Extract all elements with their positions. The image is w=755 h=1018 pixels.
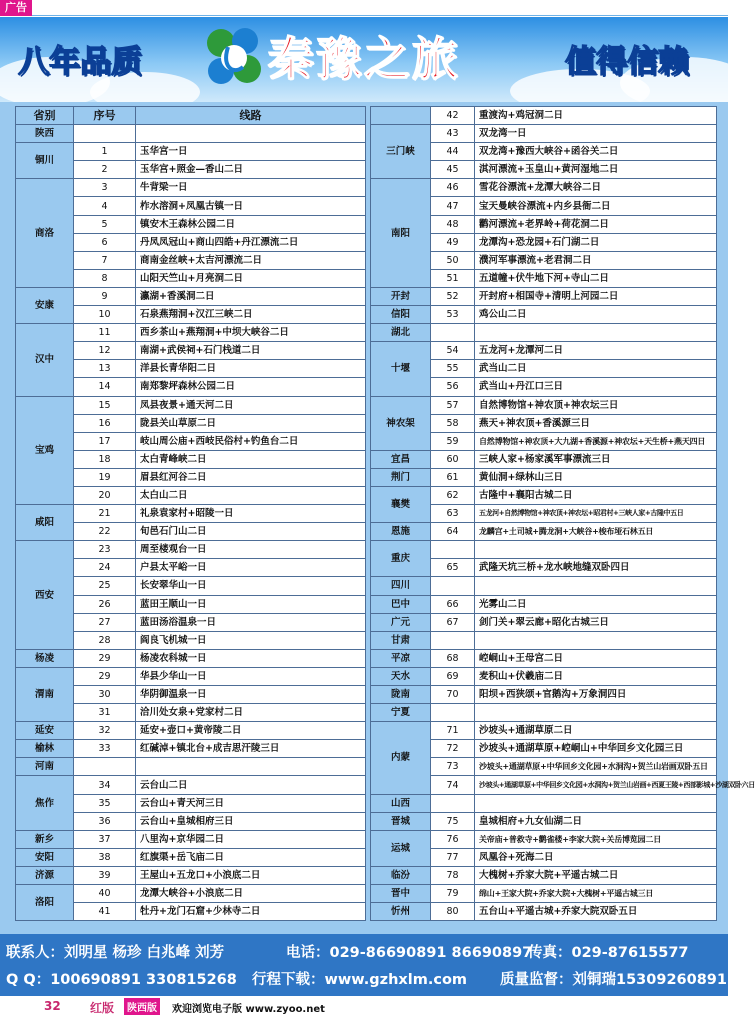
route-number: 78 <box>431 866 475 884</box>
right-slogan: 值得信赖 <box>565 44 689 80</box>
city-label: 三门峡 <box>371 125 431 179</box>
city-label: 汉中 <box>16 324 74 396</box>
city-label: 洛阳 <box>16 885 74 921</box>
route-name: 八里沟+京华园二日 <box>136 830 366 848</box>
route-row <box>371 486 717 504</box>
edition-label: 红版 <box>90 1001 115 1015</box>
route-number: 58 <box>431 414 475 432</box>
city-label: 商洛 <box>16 179 74 288</box>
route-name <box>475 577 717 595</box>
route-row <box>16 740 366 758</box>
route-name: 宝天曼峡谷漂流+内乡县衙二日 <box>475 197 717 215</box>
route-row <box>371 107 717 125</box>
route-name: 光雾山二日 <box>475 595 717 613</box>
route-number: 17 <box>74 432 136 450</box>
left-slogan: 八年品质 <box>18 44 142 80</box>
route-name: 阳坝+西狭颂+官鹅沟+万象洞四日 <box>475 686 717 704</box>
city-label: 恩施 <box>371 523 431 541</box>
route-row <box>371 812 717 830</box>
city-label: 运城 <box>371 830 431 866</box>
route-row <box>16 667 366 685</box>
route-number: 4 <box>74 197 136 215</box>
route-name: 洋县长青华阳二日 <box>136 360 366 378</box>
route-row <box>371 468 717 486</box>
route-name: 玉华宫一日 <box>136 143 366 161</box>
route-number: 56 <box>431 378 475 396</box>
route-row <box>16 287 366 305</box>
route-number: 49 <box>431 233 475 251</box>
route-number: 25 <box>74 577 136 595</box>
city-label: 榆林 <box>16 740 74 758</box>
city-label: 陇南 <box>371 686 431 704</box>
route-number: 10 <box>74 306 136 324</box>
route-name: 龙潭大峡谷+小浪底二日 <box>136 885 366 903</box>
route-name: 重渡沟+鸡冠洞二日 <box>475 107 717 125</box>
route-number: 29 <box>74 667 136 685</box>
city-label: 济源 <box>16 866 74 884</box>
route-number: 20 <box>74 486 136 504</box>
route-name: 延安+壶口+黄帝陵二日 <box>136 722 366 740</box>
route-number: 62 <box>431 486 475 504</box>
route-number: 66 <box>431 595 475 613</box>
route-row <box>371 631 717 649</box>
route-name: 岐山周公庙+西岐民俗村+钓鱼台二日 <box>136 432 366 450</box>
route-number: 41 <box>74 903 136 921</box>
route-name: 云台山二日 <box>136 776 366 794</box>
route-row <box>371 667 717 685</box>
route-name: 武当山二日 <box>475 360 717 378</box>
route-number: 2 <box>74 161 136 179</box>
province-label: 河南 <box>16 758 74 776</box>
route-row <box>371 324 717 342</box>
route-name: 王屋山+五龙口+小浪底二日 <box>136 866 366 884</box>
route-row <box>371 577 717 595</box>
route-name: 崆峒山+王母宫二日 <box>475 649 717 667</box>
route-number: 74 <box>431 776 475 794</box>
route-number: 1 <box>74 143 136 161</box>
route-number: 79 <box>431 885 475 903</box>
route-row <box>371 125 717 143</box>
route-header: 线路 <box>136 107 366 125</box>
route-number: 57 <box>431 396 475 414</box>
city-label: 忻州 <box>371 903 431 921</box>
province-row <box>16 125 366 143</box>
route-name: 太白青峰峡二日 <box>136 450 366 468</box>
route-number: 22 <box>74 523 136 541</box>
route-number: 23 <box>74 541 136 559</box>
route-number: 12 <box>74 342 136 360</box>
route-number <box>431 631 475 649</box>
route-number: 80 <box>431 903 475 921</box>
city-label: 十堰 <box>371 342 431 396</box>
route-name: 开封府+相国寺+清明上河园二日 <box>475 287 717 305</box>
header-row <box>16 107 366 125</box>
route-name: 玉华宫+照金—香山二日 <box>136 161 366 179</box>
city-label: 杨凌 <box>16 649 74 667</box>
city-label: 重庆 <box>371 541 431 577</box>
route-number: 70 <box>431 686 475 704</box>
empty-cell <box>136 125 366 143</box>
brand-logo-icon <box>201 25 267 91</box>
route-name: 石泉燕翔洞+汉江三峡二日 <box>136 306 366 324</box>
fax-number: 传真：029-87615577 <box>528 945 689 961</box>
route-number: 50 <box>431 251 475 269</box>
city-label: 宝鸡 <box>16 396 74 505</box>
route-number: 38 <box>74 848 136 866</box>
route-name: 柞水溶洞+凤凰古镇一日 <box>136 197 366 215</box>
route-number: 76 <box>431 830 475 848</box>
city-label: 荆门 <box>371 468 431 486</box>
route-name: 牡丹+龙门石窟+少林寺二日 <box>136 903 366 921</box>
route-number: 47 <box>431 197 475 215</box>
route-number: 27 <box>74 613 136 631</box>
route-name: 大槐树+乔家大院+平遥古城二日 <box>475 866 717 884</box>
route-row <box>16 541 366 559</box>
route-row <box>16 722 366 740</box>
site-link[interactable]: 欢迎浏览电子版 www.zyoo.net <box>172 1004 325 1015</box>
route-row <box>16 324 366 342</box>
route-row <box>371 686 717 704</box>
route-number: 9 <box>74 287 136 305</box>
route-name: 凤凰谷+死海二日 <box>475 848 717 866</box>
city-label: 安康 <box>16 287 74 323</box>
route-name: 五台山+平遥古城+乔家大院双卧五日 <box>475 903 717 921</box>
route-number: 64 <box>431 523 475 541</box>
route-number: 15 <box>74 396 136 414</box>
route-number <box>431 704 475 722</box>
route-name: 眉县红河谷二日 <box>136 468 366 486</box>
route-row <box>371 396 717 414</box>
empty-cell <box>74 758 136 776</box>
province-header: 省别 <box>16 107 74 125</box>
route-row <box>16 776 366 794</box>
route-row <box>371 450 717 468</box>
route-name: 沙坡头+通湖草原+中华回乡文化园+水洞沟+贺兰山岩画双卧五日 <box>475 758 717 776</box>
route-name: 鹳河漂流+老界岭+荷花洞二日 <box>475 215 717 233</box>
route-name <box>475 794 717 812</box>
route-row <box>371 704 717 722</box>
top-strip <box>0 0 728 16</box>
route-name: 红旗渠+岳飞庙二日 <box>136 848 366 866</box>
route-name: 沙坡头+通湖草原+崆峒山+中华回乡文化园三日 <box>475 740 717 758</box>
download-link[interactable]: 行程下载：www.gzhxlm.com <box>252 972 468 988</box>
city-label: 临汾 <box>371 866 431 884</box>
route-row <box>371 595 717 613</box>
route-name: 云台山+皇城相府三日 <box>136 812 366 830</box>
route-name: 黄仙洞+绿林山三日 <box>475 468 717 486</box>
route-number: 39 <box>74 866 136 884</box>
route-row <box>16 866 366 884</box>
route-name: 长安翠华山一日 <box>136 577 366 595</box>
contact-persons: 联系人：刘明星 杨珍 白兆峰 刘芳 <box>6 945 225 961</box>
route-number: 29 <box>74 649 136 667</box>
route-number: 11 <box>74 324 136 342</box>
brand-title: 秦豫之旅 <box>268 32 460 86</box>
ad-label: 广告 <box>0 0 32 16</box>
route-number: 28 <box>74 631 136 649</box>
empty-cell <box>136 758 366 776</box>
route-name: 华阴御温泉一日 <box>136 686 366 704</box>
city-label: 延安 <box>16 722 74 740</box>
route-number: 63 <box>431 505 475 523</box>
city-label: 咸阳 <box>16 505 74 541</box>
route-name: 三峡人家+杨家溪军事漂流三日 <box>475 450 717 468</box>
route-name: 沙坡头+通湖草原二日 <box>475 722 717 740</box>
city-label: 平凉 <box>371 649 431 667</box>
route-name: 凤县夜景+通天河二日 <box>136 396 366 414</box>
route-number: 31 <box>74 704 136 722</box>
route-number: 16 <box>74 414 136 432</box>
route-row <box>371 342 717 360</box>
route-name: 龙麟宫+土司城+腾龙洞+大峡谷+梭布垭石林五日 <box>475 523 717 541</box>
route-number: 73 <box>431 758 475 776</box>
route-name: 绵山+王家大院+乔家大院+大槐树+平遥古城三日 <box>475 885 717 903</box>
route-number: 44 <box>431 143 475 161</box>
route-name: 红碱淖+镇北台+成吉思汗陵三日 <box>136 740 366 758</box>
route-number: 37 <box>74 830 136 848</box>
route-row <box>16 396 366 414</box>
city-label: 神农架 <box>371 396 431 450</box>
route-row <box>16 649 366 667</box>
route-name <box>475 704 717 722</box>
edition-badge: 陕西版 <box>124 998 160 1015</box>
route-name <box>475 631 717 649</box>
route-name: 华县少华山一日 <box>136 667 366 685</box>
route-number: 59 <box>431 432 475 450</box>
route-name: 蓝田汤浴温泉一日 <box>136 613 366 631</box>
route-name: 武隆天坑三桥+龙水峡地缝双卧四日 <box>475 559 717 577</box>
route-name: 杨凌农科城一日 <box>136 649 366 667</box>
phone-numbers: 电话：029-86690891 86690897 <box>286 945 533 961</box>
route-row <box>371 287 717 305</box>
route-number: 75 <box>431 812 475 830</box>
route-name: 太白山二日 <box>136 486 366 504</box>
route-number <box>431 324 475 342</box>
route-row <box>371 306 717 324</box>
route-name: 户县太平峪一日 <box>136 559 366 577</box>
right-route-table <box>370 106 755 921</box>
city-label: 渭南 <box>16 667 74 721</box>
route-name: 旬邑石门山二日 <box>136 523 366 541</box>
route-name: 燕天+神农顶+香溪源三日 <box>475 414 717 432</box>
route-row <box>371 885 717 903</box>
route-number: 61 <box>431 468 475 486</box>
route-name: 洽川处女泉+党家村二日 <box>136 704 366 722</box>
route-number: 32 <box>74 722 136 740</box>
route-name: 阎良飞机城一日 <box>136 631 366 649</box>
route-name: 五龙河+龙潭河二日 <box>475 342 717 360</box>
route-number: 34 <box>74 776 136 794</box>
route-number: 26 <box>74 595 136 613</box>
route-name: 南湖+武侯祠+石门栈道二日 <box>136 342 366 360</box>
city-label: 甘肃 <box>371 631 431 649</box>
route-number: 72 <box>431 740 475 758</box>
route-row <box>371 541 717 559</box>
title-banner <box>0 17 728 102</box>
contact-footer <box>0 934 728 996</box>
city-label: 晋中 <box>371 885 431 903</box>
city-label: 晋城 <box>371 812 431 830</box>
route-number: 68 <box>431 649 475 667</box>
province-row <box>16 758 366 776</box>
route-row <box>371 722 717 740</box>
route-number: 40 <box>74 885 136 903</box>
route-name: 商南金丝峡+太吉河漂流二日 <box>136 251 366 269</box>
route-name: 濮河军事漂流+老君洞二日 <box>475 251 717 269</box>
city-label: 铜川 <box>16 143 74 179</box>
route-name: 龙潭沟+恐龙园+石门湖二日 <box>475 233 717 251</box>
page-number: 32 <box>44 999 61 1013</box>
route-number: 21 <box>74 505 136 523</box>
route-number: 8 <box>74 269 136 287</box>
city-label: 内蒙 <box>371 722 431 794</box>
city-label: 四川 <box>371 577 431 595</box>
route-row <box>371 179 717 197</box>
route-name: 自然博物馆+神农顶+神农坛三日 <box>475 396 717 414</box>
route-number: 77 <box>431 848 475 866</box>
route-row <box>16 143 366 161</box>
route-table-area <box>0 102 755 934</box>
route-row <box>371 866 717 884</box>
route-name: 鸡公山二日 <box>475 306 717 324</box>
qq-numbers: Q Q：100690891 330815268 <box>6 972 237 988</box>
route-name <box>475 324 717 342</box>
route-name: 南郑黎坪森林公园二日 <box>136 378 366 396</box>
route-number: 6 <box>74 233 136 251</box>
route-number: 43 <box>431 125 475 143</box>
route-name: 丹凤凤冠山+商山四皓+丹江漂流二日 <box>136 233 366 251</box>
route-number <box>431 541 475 559</box>
route-name: 皇城相府+九女仙湖二日 <box>475 812 717 830</box>
route-row <box>371 523 717 541</box>
route-number: 30 <box>74 686 136 704</box>
route-number: 19 <box>74 468 136 486</box>
route-row <box>16 505 366 523</box>
route-name: 西乡茶山+燕翔洞+中坝大峡谷二日 <box>136 324 366 342</box>
route-number: 36 <box>74 812 136 830</box>
route-name: 剑门关+翠云廊+昭化古城三日 <box>475 613 717 631</box>
route-row <box>371 649 717 667</box>
route-number: 48 <box>431 215 475 233</box>
city-label: 安阳 <box>16 848 74 866</box>
city-label: 焦作 <box>16 776 74 830</box>
route-number: 51 <box>431 269 475 287</box>
city-label: 宜昌 <box>371 450 431 468</box>
city-label: 南阳 <box>371 179 431 288</box>
route-row <box>16 885 366 903</box>
route-number: 45 <box>431 161 475 179</box>
route-number: 54 <box>431 342 475 360</box>
city-label: 山西 <box>371 794 431 812</box>
route-number: 69 <box>431 667 475 685</box>
city-label: 广元 <box>371 613 431 631</box>
route-number: 42 <box>431 107 475 125</box>
route-row <box>371 830 717 848</box>
route-number: 24 <box>74 559 136 577</box>
province-label: 陕西 <box>16 125 74 143</box>
route-name: 云台山+青天河三日 <box>136 794 366 812</box>
city-label: 巴中 <box>371 595 431 613</box>
route-name: 关帝庙+普救寺+鹳雀楼+李家大院+关岳博览园二日 <box>475 830 717 848</box>
route-number: 53 <box>431 306 475 324</box>
route-number: 67 <box>431 613 475 631</box>
city-label: 西安 <box>16 541 74 650</box>
route-row <box>371 903 717 921</box>
route-number: 65 <box>431 559 475 577</box>
route-name: 麦积山+伏羲庙二日 <box>475 667 717 685</box>
quality-supervisor: 质量监督：刘铜瑞15309260891 <box>500 972 727 988</box>
route-number: 71 <box>431 722 475 740</box>
route-name: 自然博物馆+神农顶+大九湖+香溪源+神农坛+天生桥+燕天四日 <box>475 432 717 450</box>
route-number: 5 <box>74 215 136 233</box>
city-label: 湖北 <box>371 324 431 342</box>
route-number: 55 <box>431 360 475 378</box>
route-name: 双龙湾一日 <box>475 125 717 143</box>
route-row <box>371 613 717 631</box>
left-route-table <box>15 106 366 921</box>
route-name: 双龙湾+豫西大峡谷+函谷关二日 <box>475 143 717 161</box>
route-name: 五道幢+伏牛地下河+寺山二日 <box>475 269 717 287</box>
route-name: 礼泉袁家村+昭陵一日 <box>136 505 366 523</box>
route-number: 13 <box>74 360 136 378</box>
route-name: 牛背梁一日 <box>136 179 366 197</box>
city-label <box>371 107 431 125</box>
route-number: 52 <box>431 287 475 305</box>
city-label: 宁夏 <box>371 704 431 722</box>
route-number: 35 <box>74 794 136 812</box>
route-name: 武当山+丹江口三日 <box>475 378 717 396</box>
route-row <box>16 179 366 197</box>
route-number: 14 <box>74 378 136 396</box>
route-number: 18 <box>74 450 136 468</box>
route-row <box>371 794 717 812</box>
city-label: 襄樊 <box>371 486 431 522</box>
empty-cell <box>74 125 136 143</box>
route-name: 沙坡头+通湖草原+中华回乡文化园+水洞沟+贺兰山岩画+西夏王陵+西部影城+沙湖双卧六日 <box>475 776 717 794</box>
route-number: 46 <box>431 179 475 197</box>
route-number <box>431 794 475 812</box>
route-name: 镇安木王森林公园二日 <box>136 215 366 233</box>
route-name: 瀛湖+香溪洞二日 <box>136 287 366 305</box>
route-name: 淇河漂流+玉皇山+黄河湿地二日 <box>475 161 717 179</box>
route-name: 周至楼观台一日 <box>136 541 366 559</box>
route-name: 山阳天竺山+月亮洞二日 <box>136 269 366 287</box>
route-number <box>431 577 475 595</box>
page-footer <box>0 996 728 1018</box>
route-name: 古隆中+襄阳古城二日 <box>475 486 717 504</box>
route-number: 7 <box>74 251 136 269</box>
route-row <box>16 830 366 848</box>
city-label: 天水 <box>371 667 431 685</box>
route-name <box>475 541 717 559</box>
route-name: 五龙河+自然博物馆+神农顶+神农坛+昭君村+三峡人家+古隆中五日 <box>475 505 717 523</box>
route-number: 33 <box>74 740 136 758</box>
city-label: 信阳 <box>371 306 431 324</box>
route-number: 3 <box>74 179 136 197</box>
route-number: 60 <box>431 450 475 468</box>
city-label: 开封 <box>371 287 431 305</box>
route-row <box>16 848 366 866</box>
route-name: 蓝田王顺山一日 <box>136 595 366 613</box>
city-label: 新乡 <box>16 830 74 848</box>
route-name: 陇县关山草原二日 <box>136 414 366 432</box>
route-name: 雪花谷漂流+龙潭大峡谷二日 <box>475 179 717 197</box>
number-header: 序号 <box>74 107 136 125</box>
